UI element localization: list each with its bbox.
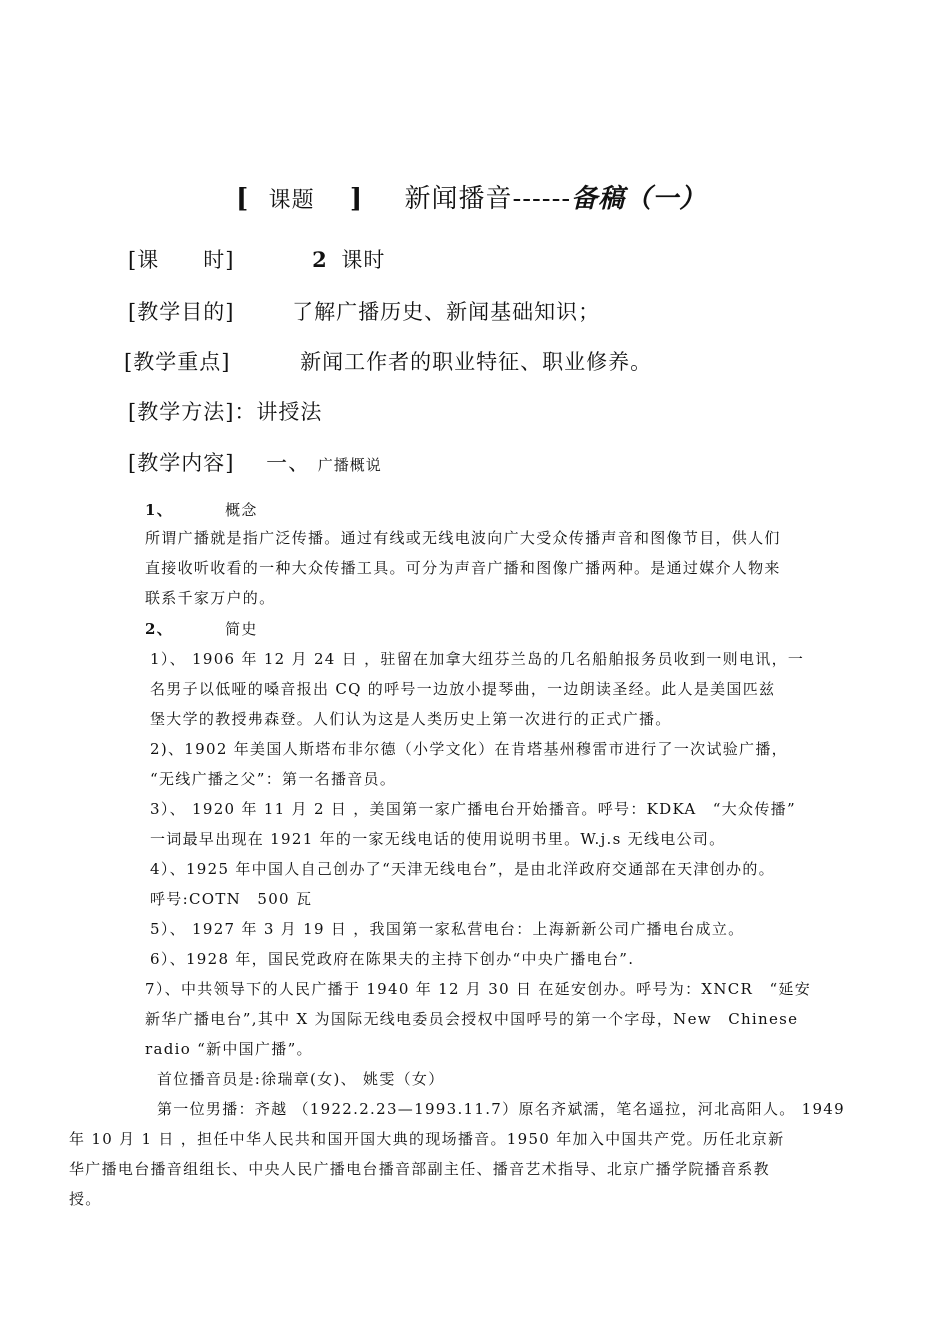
- field-value: 了解广播历史、新闻基础知识；: [292, 300, 601, 324]
- field-label: [教学重点]: [124, 350, 231, 374]
- text-line: 所谓广播就是指广泛传播。通过有线或无线电波向广大受众传播声音和图像节目，供人们: [145, 529, 781, 547]
- section-title: 简史: [225, 620, 258, 638]
- paragraph-concept: [145, 523, 781, 613]
- field-value: 2: [312, 247, 328, 272]
- title-bracket-open: [: [236, 184, 250, 214]
- field-label: [课 时]: [128, 248, 235, 272]
- field-value: 一、: [266, 451, 311, 475]
- text-line: radio “新中国广播”。: [145, 1040, 313, 1058]
- field-method: [128, 396, 322, 426]
- field-value: 新闻工作者的职业特征、职业修养。: [300, 350, 653, 374]
- field-label: [教学内容]: [128, 451, 235, 475]
- section-number: 2、: [145, 620, 174, 638]
- paragraph-history-4: [150, 854, 775, 914]
- paragraph-history-1: [150, 644, 804, 734]
- title-label: 课题: [268, 188, 315, 213]
- field-value-suffix: 广播概说: [317, 456, 382, 474]
- text-line: 堡大学的教授弗森登。人们认为这是人类历史上第一次进行的正式广播。: [150, 710, 672, 728]
- text-line: 呼号:COTN 500 瓦: [150, 890, 313, 908]
- text-line: 华广播电台播音组组长、中央人民广播电台播音部副主任、播音艺术指导、北京广播学院播音系教: [69, 1160, 770, 1178]
- field-label: [教学目的]: [128, 300, 235, 324]
- text-line: 第一位男播：齐越 （1922.2.23—1993.11.7）原名齐斌濡，笔名遥拉，河北高阳人。 1949: [157, 1100, 845, 1118]
- text-line: 联系千家万户的。: [145, 589, 276, 607]
- text-line: 授。: [69, 1190, 102, 1208]
- section-heading-history: [145, 618, 258, 639]
- field-content: [128, 447, 382, 477]
- text-line: 3）、 1920 年 11 月 2 日 ，美国第一家广播电台开始播音。呼号：KDKA “大众传播”: [150, 800, 796, 818]
- text-line: 2)、1902 年美国人斯塔布非尔德（小学文化）在肯塔基州穆雷市进行了一次试验广播，: [150, 740, 788, 758]
- paragraph-history-6: 6）、1928 年，国民党政府在陈果夫的主持下创办“中央广播电台”.: [150, 950, 635, 968]
- paragraph-history-3: [150, 794, 796, 854]
- title-bracket-close: ]: [349, 184, 364, 214]
- paragraph-first-male-announcer: [69, 1094, 889, 1214]
- paragraph-first-announcers: 首位播音员是:徐瑞章(女)、 姚雯（女）: [157, 1070, 445, 1088]
- text-line: 7）、中共领导下的人民广播于 1940 年 12 月 30 日 在延安创办。呼号为：XNCR “延安: [145, 980, 812, 998]
- section-number: 1、: [145, 501, 174, 519]
- field-label: [教学方法]：: [128, 400, 257, 424]
- section-title: 概念: [225, 501, 258, 519]
- field-hours: [128, 244, 385, 274]
- paragraph-history-7: [145, 974, 811, 1064]
- field-value-suffix: 课时: [341, 248, 386, 272]
- page-title: [236, 178, 706, 215]
- paragraph-history-2: [150, 734, 788, 794]
- field-objective: [128, 296, 600, 326]
- text-line: “无线广播之父”：第一名播音员。: [150, 770, 397, 788]
- title-main: 新闻播音------: [404, 184, 572, 214]
- text-line: 4）、1925 年中国人自己创办了“天津无线电台”，是由北洋政府交通部在天津创办的。: [150, 860, 775, 878]
- paragraph-history-5: 5）、 1927 年 3 月 19 日 ，我国第一家私营电台：上海新新公司广播电台成立。: [150, 920, 745, 938]
- text-line: 1）、 1906 年 12 月 24 日 ，驻留在加拿大纽芬兰岛的几名船舶报务员收到一则电讯，一: [150, 650, 805, 668]
- section-heading-concept: [145, 499, 258, 520]
- text-line: 一词最早出现在 1921 年的一家无线电话的使用说明书里。W.j.s 无线电公司。: [150, 830, 726, 848]
- text-line: 名男子以低哑的嗓音报出 CQ 的呼号一边放小提琴曲，一边朗读圣经。此人是美国匹兹: [150, 680, 776, 698]
- text-line: 直接收听收看的一种大众传播工具。可分为声音广播和图像广播两种。是通过媒介人物来: [145, 559, 781, 577]
- text-line: 年 10 月 1 日 ，担任中华人民共和国开国大典的现场播音。1950 年加入中国共产党。历任北京新: [69, 1130, 785, 1148]
- field-focus: [124, 346, 652, 376]
- text-line: 新华广播电台”,其中 X 为国际无线电委员会授权中国呼号的第一个字母，New Chinese: [145, 1010, 799, 1028]
- field-value: 讲授法: [256, 400, 323, 424]
- title-sub: 备稿（一）: [571, 184, 707, 214]
